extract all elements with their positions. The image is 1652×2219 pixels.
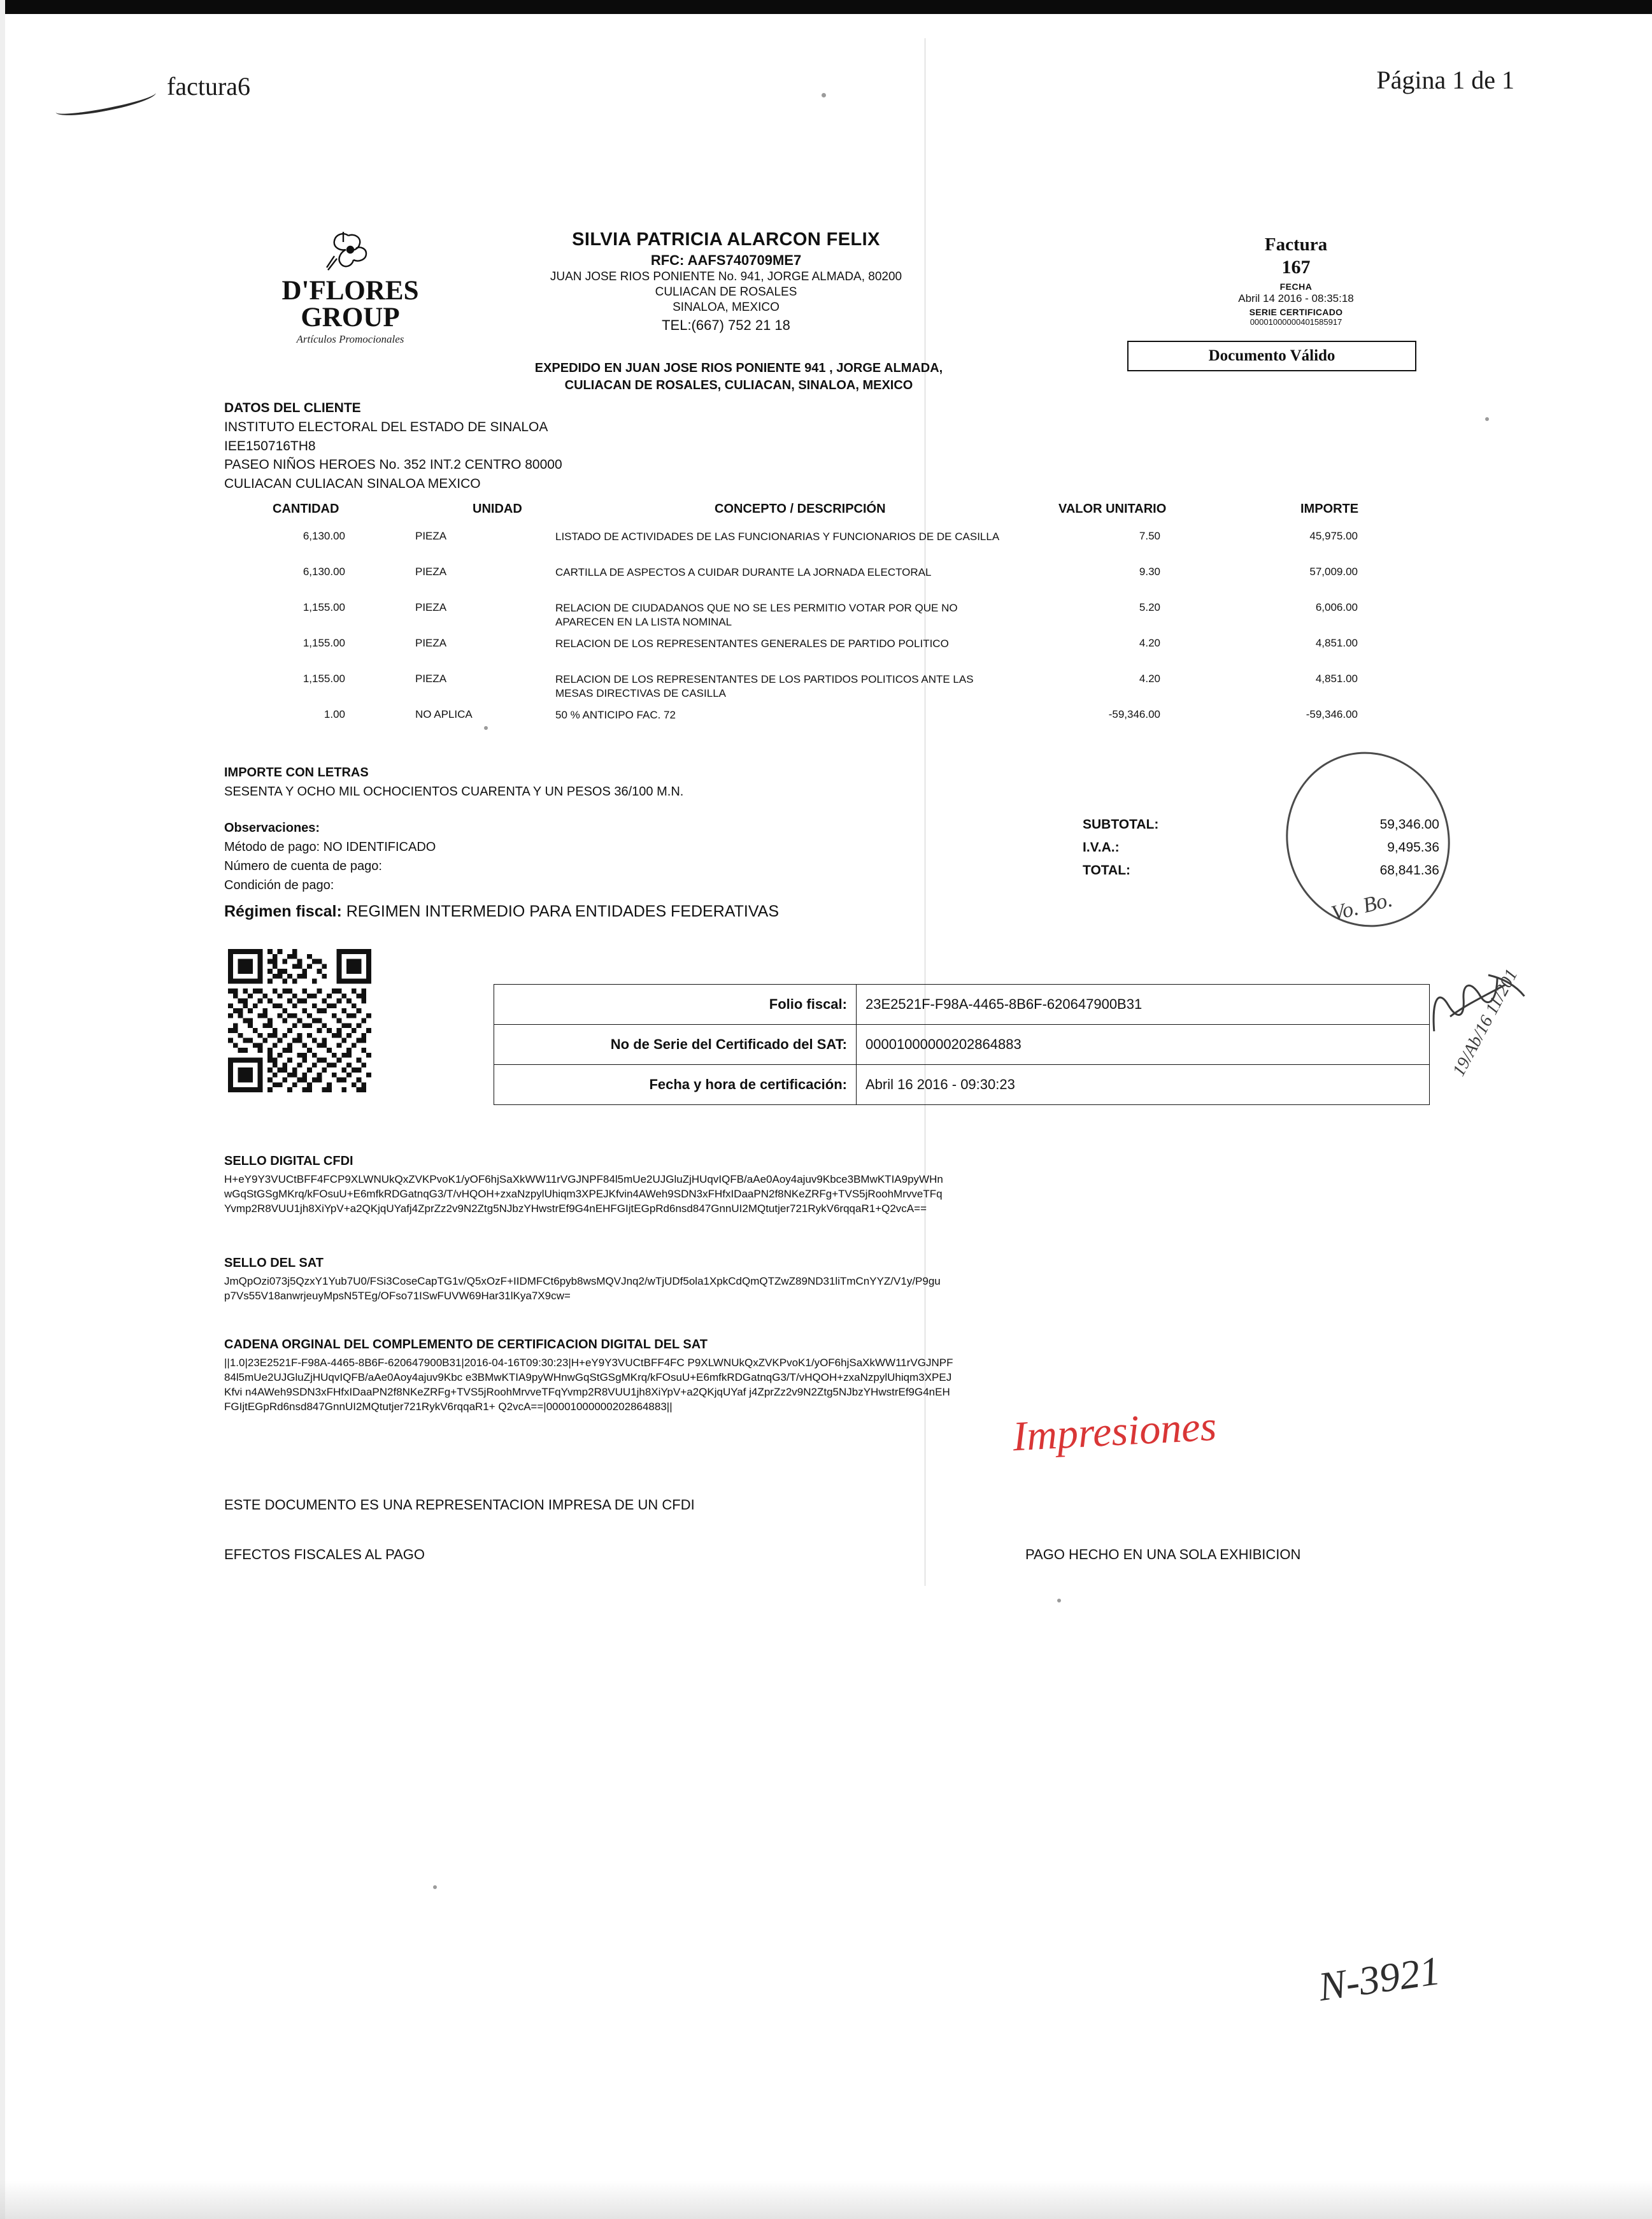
table-row — [494, 1025, 1430, 1065]
client-address: PASEO NIÑOS HEROES No. 352 INT.2 CENTRO 80000 — [224, 457, 562, 473]
column-header-valor-unitario: VALOR UNITARIO — [1058, 502, 1167, 516]
cell-unidad: PIEZA — [415, 673, 447, 685]
table-row — [224, 673, 1434, 699]
valid-document-badge: Documento Válido — [1127, 341, 1416, 371]
subtotal-label: SUBTOTAL: — [1083, 817, 1159, 832]
cell-concepto: RELACION DE CIUDADANOS QUE NO SE LES PERMITIO VOTAR POR QUE NO APARECEN EN LA LISTA NOMINAL — [555, 602, 958, 629]
qr-code — [228, 949, 371, 1092]
scan-speck — [484, 726, 488, 730]
client-section-title: DATOS DEL CLIENTE — [224, 401, 361, 415]
cell-cantidad: 1,155.00 — [303, 637, 345, 649]
table-row — [224, 637, 1434, 664]
footer-cfdi-note: ESTE DOCUMENTO ES UNA REPRESENTACION IMPRESA DE UN CFDI — [224, 1497, 695, 1513]
cell-cantidad: 1,155.00 — [303, 601, 345, 613]
scan-shadow-bottom — [0, 2181, 1652, 2219]
column-header-cantidad: CANTIDAD — [273, 502, 339, 516]
cell-unidad: PIEZA — [415, 601, 447, 613]
invoice-number: 167 — [1281, 257, 1311, 278]
cell-concepto: RELACION DE LOS REPRESENTANTES DE LOS PARTIDOS POLITICOS ANTE LAS MESAS DIRECTIVAS DE CASILLA — [555, 673, 974, 700]
payment-account-number: Número de cuenta de pago: — [224, 859, 382, 873]
items-table — [224, 502, 1434, 735]
cell-concepto: RELACION DE LOS REPRESENTANTES GENERALES DE PARTIDO POLITICO — [555, 638, 949, 650]
flower-logo-icon — [315, 231, 385, 276]
cell-cantidad: 1.00 — [324, 708, 345, 720]
cell-importe: 4,851.00 — [1315, 673, 1358, 685]
column-header-importe: IMPORTE — [1300, 502, 1359, 516]
amount-in-words-label: IMPORTE CON LETRAS — [224, 766, 369, 780]
digital-seal-title: SELLO DIGITAL CFDI — [224, 1154, 353, 1168]
cell-cantidad: 6,130.00 — [303, 566, 345, 578]
scan-edge-top — [0, 0, 1652, 14]
cell-valor-unitario: 4.20 — [1139, 673, 1160, 685]
sat-seal-title: SELLO DEL SAT — [224, 1256, 324, 1270]
cell-concepto: 50 % ANTICIPO FAC. 72 — [555, 709, 676, 721]
page-indicator: Página 1 de 1 — [1376, 66, 1514, 94]
company-logo — [255, 231, 446, 367]
cell-unidad: PIEZA — [415, 566, 447, 578]
sat-seal-block — [224, 1256, 944, 1304]
issuer-rfc: RFC: AAFS740709ME7 — [650, 252, 802, 268]
footer-fiscal-effects: EFECTOS FISCALES AL PAGO — [224, 1546, 425, 1562]
handwritten-date-note: 19/Ab/16 11/201 — [1449, 966, 1522, 1080]
handwritten-number-note: N-3921 — [1315, 1947, 1443, 2010]
cell-concepto: CARTILLA DE ASPECTOS A CUIDAR DURANTE LA JORNADA ELECTORAL — [555, 566, 932, 578]
cell-unidad: PIEZA — [415, 530, 447, 542]
original-chain-value: ||1.0|23E2521F-F98A-4465-8B6F-620647900B31|2016-04-16T09:30:23|H+eY9Y3VUCtBFF4FC P9XLWNUkQxZVKPvoK1/yOF6hjSaXkWW11rVGJNPF84l5mUe2UJGluZjHUqvIQFB/aAe0Aoy4ajuv9Kbc e3BMwKTIA9pyWHnwGqStGSgMKrq/kFOsuU+E6mfkRDGatnqG3/T/vHQOH+zxaNzpylUhiqm3XPEJKfvi n4AWeh9SDN3xFHfxIDaaPN2f8NKeZRFg+TVS5jRoohMrvveTFqYvmp2R8VUU1jh8XiYpV+a2QKjqUYaf j4ZprZz2v9N2Ztg5NJbzYHwstrEf9G4nEHFGIjtEGpRd6nsd847GnnUI2MQtutjer721RykV6rqqaR1+ Q2vcA==|00001000000202864883|| — [224, 1357, 953, 1413]
client-city: CULIACAN CULIACAN SINALOA MEXICO — [224, 476, 481, 492]
issuer-telephone: TEL:(667) 752 21 18 — [662, 317, 790, 333]
folio-fiscal-label: Folio fiscal: — [494, 985, 857, 1025]
logo-name-line2: GROUP — [301, 302, 400, 332]
client-name: INSTITUTO ELECTORAL DEL ESTADO DE SINALOA — [224, 419, 548, 434]
column-header-unidad: UNIDAD — [473, 502, 522, 516]
cell-unidad: NO APLICA — [415, 708, 473, 720]
items-table-header — [224, 502, 1434, 521]
cell-cantidad: 6,130.00 — [303, 530, 345, 542]
folio-fiscal-value: 23E2521F-F98A-4465-8B6F-620647900B31 — [857, 985, 1430, 1025]
observations-label: Observaciones: — [224, 821, 320, 835]
issuer-address-line1: JUAN JOSE RIOS PONIENTE No. 941, JORGE ALMADA, 80200 — [550, 270, 902, 283]
payment-condition: Condición de pago: — [224, 878, 334, 892]
logo-name-line1: D'FLORES — [281, 276, 419, 306]
client-block — [224, 399, 562, 494]
sat-certificate-serial-label: No de Serie del Certificado del SAT: — [494, 1025, 857, 1065]
subtotal-value: 59,346.00 — [1379, 817, 1439, 832]
cell-importe: 57,009.00 — [1309, 566, 1358, 578]
footer-payment-note: PAGO HECHO EN UNA SOLA EXHIBICION — [1025, 1546, 1301, 1562]
cell-unidad: PIEZA — [415, 637, 447, 649]
payment-method: Método de pago: NO IDENTIFICADO — [224, 840, 436, 854]
scan-edge-left — [0, 0, 5, 2219]
invoice-date-value: Abril 14 2016 - 08:35:18 — [1238, 292, 1354, 304]
cell-valor-unitario: 4.20 — [1139, 637, 1160, 649]
cell-valor-unitario: 7.50 — [1139, 530, 1160, 542]
digital-seal-value: H+eY9Y3VUCtBFF4FCP9XLWNUkQxZVKPvoK1/yOF6hjSaXkWW11rVGJNPF84l5mUe2UJGluZjHUqvIQFB/aAe0Aoy4ajuv9Kbce3BMwKTIA9pyWHnwGqStGSgMKrq/kFOsuU+E6mfkRDGatnqG3/T/vHQOH+zxaNzpylUhiqm3XPEJKfvin4AWeh9SDN3xFHfxIDaaPN2f8NKeZRFg+TVS5jRoohMrvveTFqYvmp2R8VUU1jh8XiYpV+a2QKjqUYafj4ZprZz2v9N2Ztg5NJbzYHwstrEf9G4nEHFGIjtEGpRd6nsd847GnnUI2MQtutjer721RykV6rqqaR1+Q2vcA== — [224, 1173, 943, 1215]
scan-speck — [1485, 417, 1489, 421]
table-row — [224, 601, 1434, 628]
issuer-name: SILVIA PATRICIA ALARCON FELIX — [572, 229, 880, 250]
original-chain-block — [224, 1338, 957, 1415]
scan-speck — [822, 93, 826, 97]
total-label: TOTAL: — [1083, 863, 1131, 878]
document-file-label: factura6 — [167, 72, 251, 101]
cell-importe: 45,975.00 — [1309, 530, 1358, 542]
logo-tagline: Artículos Promocionales — [296, 333, 404, 346]
sat-seal-value: JmQpOzi073j5QzxY1Yub7U0/FSi3CoseCapTG1v/Q5xOzF+IIDMFCt6pyb8wsMQVJnq2/wTjUDf5ola1XpkCdQmQTZwZ89ND31liTmCnYYZ/V1y/P9gup7Vs55V18anwrjeuyMpsN5TEg/OFso71ISwFUVW69Har31lKya7X9cw= — [224, 1275, 941, 1302]
cell-importe: 4,851.00 — [1315, 637, 1358, 649]
column-header-concepto: CONCEPTO / DESCRIPCIÓN — [715, 502, 886, 516]
original-chain-title: CADENA ORGINAL DEL COMPLEMENTO DE CERTIFICACION DIGITAL DEL SAT — [224, 1338, 708, 1352]
tax-regime-label: Régimen fiscal: — [224, 903, 342, 920]
observations-block — [224, 818, 436, 895]
iva-label: I.V.A.: — [1083, 840, 1120, 855]
issued-at-line2: CULIACAN DE ROSALES, CULIACAN, SINALOA, MEXICO — [564, 378, 913, 392]
issuer-address-line2: CULIACAN DE ROSALES — [655, 285, 797, 299]
cell-cantidad: 1,155.00 — [303, 673, 345, 685]
cell-concepto: LISTADO DE ACTIVIDADES DE LAS FUNCIONARIAS Y FUNCIONARIOS DE DE CASILLA — [555, 531, 1000, 543]
iva-value: 9,495.36 — [1387, 840, 1439, 855]
tax-regime-block — [224, 903, 779, 921]
amount-in-words-block — [224, 763, 683, 801]
table-row — [494, 985, 1430, 1025]
invoice-meta-block — [1146, 234, 1446, 327]
pen-mark-stroke — [54, 85, 157, 120]
certification-datetime-label: Fecha y hora de certificación: — [494, 1065, 857, 1105]
digital-seal-block — [224, 1154, 944, 1217]
table-row — [224, 566, 1434, 592]
issuer-address-line3: SINALOA, MEXICO — [673, 301, 780, 314]
certification-datetime-value: Abril 16 2016 - 09:30:23 — [857, 1065, 1430, 1105]
table-row — [224, 530, 1434, 557]
cell-valor-unitario: 5.20 — [1139, 601, 1160, 613]
cell-valor-unitario: -59,346.00 — [1108, 708, 1160, 720]
handwritten-vobo: Vo. Bo. — [1328, 887, 1395, 926]
handwritten-impresiones-note: Impresiones — [1011, 1402, 1218, 1460]
issued-at-line1: EXPEDIDO EN JUAN JOSE RIOS PONIENTE 941 , JORGE ALMADA, — [534, 361, 943, 375]
cell-valor-unitario: 9.30 — [1139, 566, 1160, 578]
invoice-date-label: FECHA — [1279, 282, 1313, 292]
issuer-block — [484, 229, 968, 334]
tax-regime-value: REGIMEN INTERMEDIO PARA ENTIDADES FEDERATIVAS — [346, 903, 779, 920]
total-value: 68,841.36 — [1379, 863, 1439, 878]
issued-at-block — [484, 360, 993, 394]
scan-speck — [433, 1885, 437, 1889]
cell-importe: -59,346.00 — [1306, 708, 1358, 720]
sat-certificate-serial-value: 00001000000202864883 — [857, 1025, 1430, 1065]
scan-speck — [1057, 1599, 1061, 1602]
table-row — [224, 708, 1434, 735]
certificate-serial-value: 00001000000401585917 — [1250, 317, 1342, 327]
fiscal-details-table — [494, 984, 1430, 1105]
certificate-serial-label: SERIE CERTIFICADO — [1249, 307, 1343, 317]
invoice-word: Factura — [1264, 234, 1328, 255]
amount-in-words-value: SESENTA Y OCHO MIL OCHOCIENTOS CUARENTA Y UN PESOS 36/100 M.N. — [224, 785, 684, 799]
client-rfc: IEE150716TH8 — [224, 438, 316, 453]
cell-importe: 6,006.00 — [1315, 601, 1358, 613]
table-row — [494, 1065, 1430, 1105]
